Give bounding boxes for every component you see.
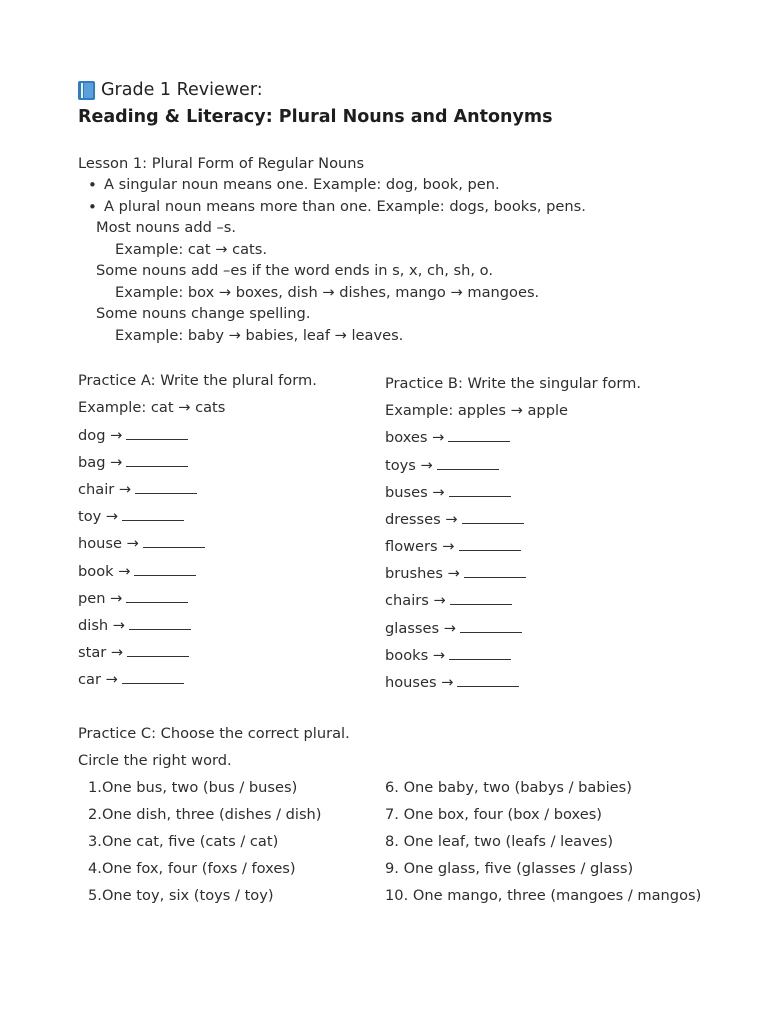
practice-b-item[interactable]: toys →	[385, 457, 499, 474]
practice-a-example: Example: cat → cats	[78, 399, 226, 416]
practice-c-item: 1.One bus, two (bus / buses)	[88, 779, 298, 796]
practice-c-item: 5.One toy, six (toys / toy)	[88, 887, 274, 904]
practice-a-item[interactable]: star →	[78, 644, 189, 661]
practice-b-title: Practice B: Write the singular form.	[385, 375, 641, 392]
practice-c-item: 10. One mango, three (mangoes / mangos)	[385, 887, 702, 904]
practice-c-instruction: Circle the right word.	[78, 752, 232, 769]
practice-b-item[interactable]: chairs →	[385, 592, 512, 609]
practice-b-item[interactable]: buses →	[385, 484, 511, 501]
answer-blank[interactable]	[464, 565, 526, 578]
answer-blank[interactable]	[448, 429, 510, 442]
lesson-line: Some nouns change spelling.	[96, 305, 311, 322]
answer-blank[interactable]	[129, 617, 191, 630]
answer-blank[interactable]	[437, 457, 499, 470]
practice-a-item[interactable]: pen →	[78, 590, 188, 607]
lesson-bullet-1: • A singular noun means one. Example: dog, book, pen.	[104, 176, 500, 193]
practice-b-item[interactable]: books →	[385, 647, 511, 664]
practice-c-item: 4.One fox, four (foxs / foxes)	[88, 860, 296, 877]
practice-a-item[interactable]: toy →	[78, 508, 184, 525]
answer-blank[interactable]	[122, 508, 184, 521]
practice-c-item: 2.One dish, three (dishes / dish)	[88, 806, 322, 823]
practice-c-item: 3.One cat, five (cats / cat)	[88, 833, 279, 850]
practice-c-item: 7. One box, four (box / boxes)	[385, 806, 603, 823]
answer-blank[interactable]	[449, 484, 511, 497]
answer-blank[interactable]	[127, 644, 189, 657]
practice-b-item[interactable]: flowers →	[385, 538, 521, 555]
practice-a-title: Practice A: Write the plural form.	[78, 372, 317, 389]
practice-a-item[interactable]: chair →	[78, 481, 197, 498]
answer-blank[interactable]	[449, 647, 511, 660]
lesson-line: Example: cat → cats.	[115, 241, 267, 258]
lesson-line: Some nouns add –es if the word ends in s, x, ch, sh, o.	[96, 262, 493, 279]
title-text: Grade 1 Reviewer:	[101, 80, 263, 100]
answer-blank[interactable]	[459, 538, 521, 551]
practice-a-item[interactable]: car →	[78, 671, 184, 688]
practice-b-item[interactable]: houses →	[385, 674, 519, 691]
practice-a-item[interactable]: bag →	[78, 454, 188, 471]
lesson-title: Lesson 1: Plural Form of Regular Nouns	[78, 155, 365, 172]
answer-blank[interactable]	[450, 592, 512, 605]
practice-c-title: Practice C: Choose the correct plural.	[78, 725, 350, 742]
practice-b-item[interactable]: glasses →	[385, 620, 522, 637]
lesson-line: Example: box → boxes, dish → dishes, mango → mangoes.	[115, 284, 540, 301]
page-title	[78, 80, 263, 100]
practice-a-item[interactable]: dog →	[78, 427, 188, 444]
answer-blank[interactable]	[126, 590, 188, 603]
answer-blank[interactable]	[135, 481, 197, 494]
lesson-bullet-2: • A plural noun means more than one. Example: dogs, books, pens.	[104, 198, 586, 215]
practice-c-item: 6. One baby, two (babys / babies)	[385, 779, 632, 796]
practice-b-item[interactable]: brushes →	[385, 565, 526, 582]
practice-c-item: 9. One glass, five (glasses / glass)	[385, 860, 634, 877]
book-icon	[78, 81, 95, 100]
answer-blank[interactable]	[122, 671, 184, 684]
practice-a-item[interactable]: book →	[78, 563, 196, 580]
page-subtitle: Reading & Literacy: Plural Nouns and Antonyms	[78, 107, 553, 127]
answer-blank[interactable]	[143, 535, 205, 548]
practice-a-item[interactable]: house →	[78, 535, 205, 552]
answer-blank[interactable]	[126, 454, 188, 467]
practice-c-item: 8. One leaf, two (leafs / leaves)	[385, 833, 614, 850]
practice-a-item[interactable]: dish →	[78, 617, 191, 634]
practice-b-item[interactable]: boxes →	[385, 429, 510, 446]
lesson-line: Example: baby → babies, leaf → leaves.	[115, 327, 404, 344]
answer-blank[interactable]	[126, 427, 188, 440]
answer-blank[interactable]	[134, 563, 196, 576]
answer-blank[interactable]	[462, 511, 524, 524]
answer-blank[interactable]	[457, 674, 519, 687]
practice-b-example: Example: apples → apple	[385, 402, 568, 419]
lesson-line: Most nouns add –s.	[96, 219, 237, 236]
answer-blank[interactable]	[460, 620, 522, 633]
practice-b-item[interactable]: dresses →	[385, 511, 524, 528]
